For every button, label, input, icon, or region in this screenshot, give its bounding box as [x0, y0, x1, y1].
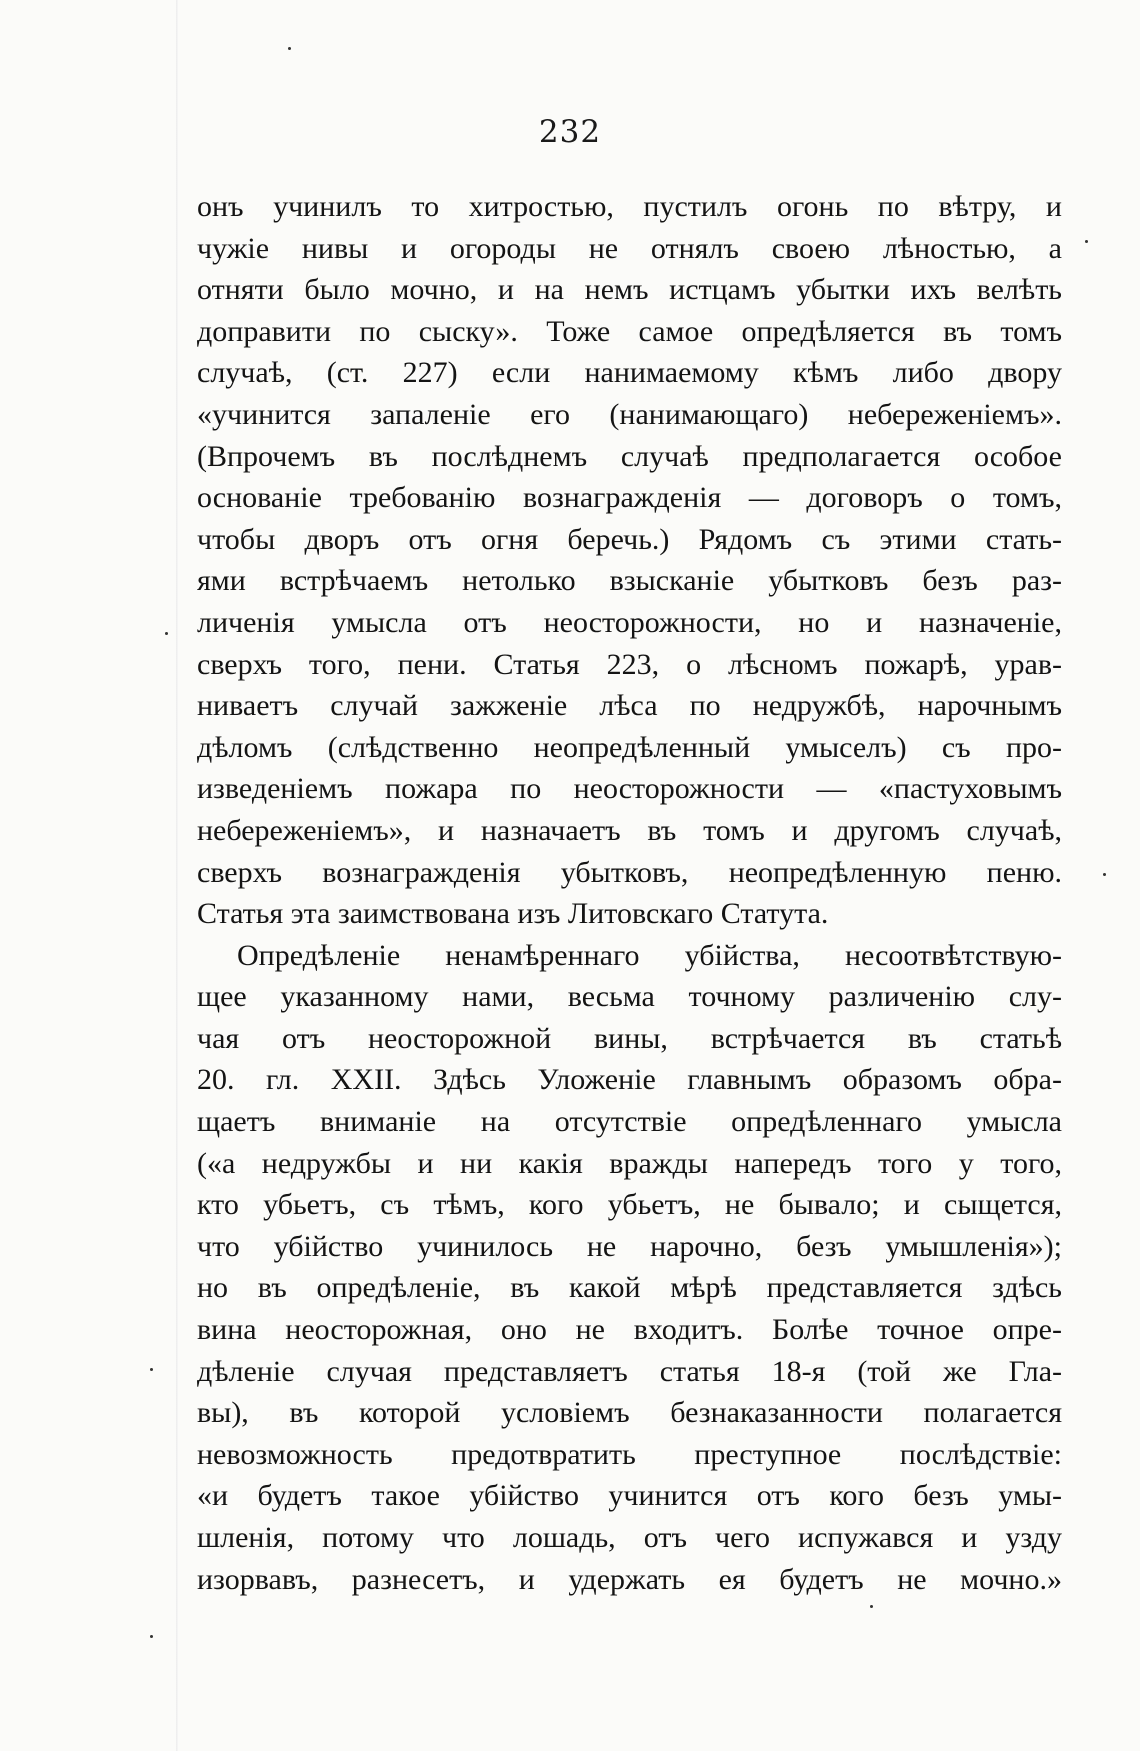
text-line: личенія умысла отъ неосторожности, но и назначеніе,	[197, 605, 1062, 639]
text-line: ями встрѣчаемъ нетолько взысканіе убытковъ безъ раз-	[197, 564, 1062, 598]
text-line: основаніе требованію вознагражденія — договоръ о томъ,	[197, 481, 1062, 515]
print-speck	[1103, 873, 1106, 876]
text-line: сверхъ вознагражденія убытковъ, неопредѣленную пеню.	[197, 855, 1062, 889]
text-line: («а недружбы и ни какія вражды напередъ того у того,	[197, 1146, 1062, 1180]
text-line: изведеніемъ пожара по неосторожности — «пастуховымъ	[197, 772, 1062, 806]
page-number: 232	[538, 114, 602, 150]
text-line: «и будетъ такое убійство учинится отъ кого безъ умы-	[197, 1479, 1062, 1513]
text-line: онъ учинилъ то хитростью, пустилъ огонь по вѣтру, и	[197, 190, 1062, 223]
text-line: кто убьетъ, съ тѣмъ, кого убьетъ, не бывало; и сыщется,	[197, 1188, 1062, 1222]
text-line: шленія, потому что лошадь, отъ чего испужався и узду	[197, 1521, 1062, 1554]
text-line: щаетъ вниманіе на отсутствіе опредѣленнаго умысла	[197, 1105, 1062, 1139]
print-speck	[1085, 240, 1088, 243]
text-line: что убійство учинилось не нарочно, безъ умышленія»);	[197, 1229, 1062, 1263]
print-speck	[288, 47, 291, 50]
text-line: отняти было мочно, и на немъ истцамъ убытки ихъ велѣть	[197, 273, 1062, 307]
text-line: невозможность предотвратить преступное послѣдствіе:	[197, 1437, 1062, 1471]
text-line: чая отъ неосторожной вины, встрѣчается въ статьѣ	[197, 1021, 1062, 1055]
body-text	[197, 186, 1062, 1600]
text-line: доправити по сыску». Тоже самое опредѣляется въ томъ	[197, 314, 1062, 348]
text-line: дѣломъ (слѣдственно неопредѣленный умыселъ) съ про-	[197, 730, 1062, 764]
text-line: дѣленіе случая представляетъ статья 18-я (той же Гла-	[197, 1354, 1062, 1388]
print-speck	[150, 1635, 153, 1638]
text-line: чужіе нивы и огороды не отнялъ своею лѣностью, а	[197, 231, 1062, 265]
text-line: щее указанному нами, весьма точному различенію слу-	[197, 980, 1062, 1014]
text-line: но въ опредѣленіе, въ какой мѣрѣ представляется здѣсь	[197, 1271, 1062, 1305]
text-line: (Впрочемъ въ послѣднемъ случаѣ предполагается особое	[197, 439, 1062, 473]
paragraph-end-line: Статья эта заимствована изъ Литовскаго Статута.	[197, 897, 829, 931]
text-line: «учинится запаленіе его (нанимающаго) небереженіемъ».	[197, 397, 1062, 431]
text-line: 20. гл. XXII. Здѣсь Уложеніе главнымъ образомъ обра-	[197, 1063, 1062, 1097]
page-edge-shadow	[176, 0, 178, 1751]
paragraph-start-line: Опредѣленіе ненамѣреннаго убійства, несоотвѣтствую-	[237, 938, 1062, 972]
print-speck	[165, 632, 168, 635]
text-line: изорвавъ, разнесетъ, и удержать ея будетъ не мочно.»	[197, 1562, 1062, 1596]
text-line: небереженіемъ», и назначаетъ въ томъ и другомъ случаѣ,	[197, 813, 1062, 847]
text-line: ниваетъ случай зажженіе лѣса по недружбѣ, нарочнымъ	[197, 689, 1062, 723]
text-line: случаѣ, (ст. 227) если нанимаемому кѣмъ либо двору	[197, 356, 1062, 390]
text-line: вина неосторожная, оно не входитъ. Болѣе точное опре-	[197, 1313, 1062, 1347]
print-speck	[870, 1605, 873, 1608]
text-line: сверхъ того, пени. Статья 223, о лѣсномъ пожарѣ, урав-	[197, 647, 1062, 681]
text-line: вы), въ которой условіемъ безнаказанности полагается	[197, 1396, 1062, 1430]
text-line: чтобы дворъ отъ огня беречь.) Рядомъ съ этими стать-	[197, 522, 1062, 556]
print-speck	[150, 1368, 153, 1371]
